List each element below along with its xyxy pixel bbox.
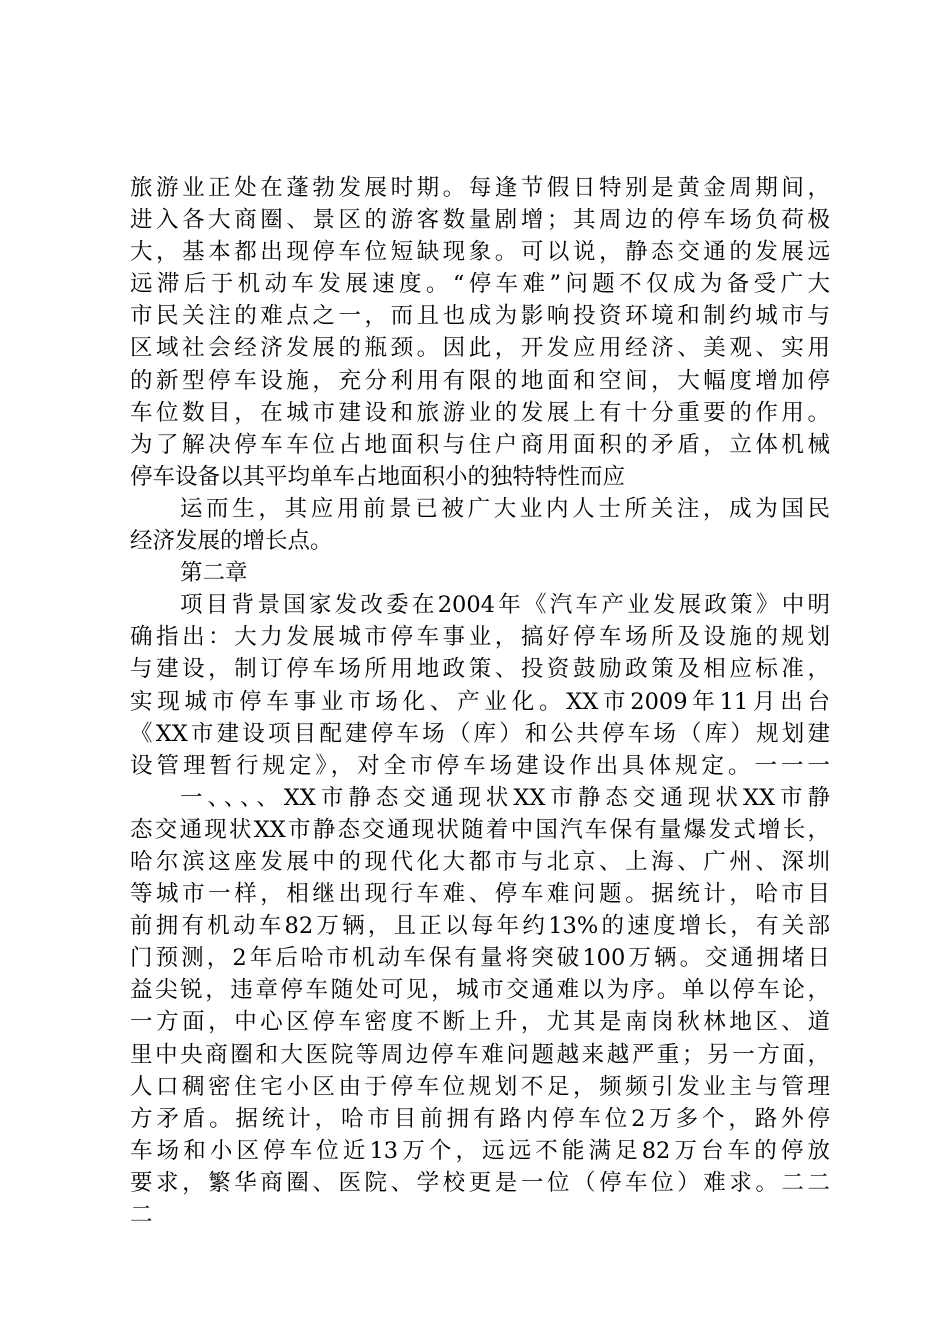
body-line: 实现城市停车事业市场化、产业化。XX市2009年11月出台	[130, 688, 830, 715]
body-line: 《XX市建设项目配建停车场（库）和公共停车场（库）规划建	[130, 720, 830, 747]
body-line: 旅游业正处在蓬勃发展时期。每逢节假日特别是黄金周期间，	[130, 175, 830, 201]
paragraph-first-line: 一、、、、XX市静态交通现状XX市静态交通现状XX市静	[180, 784, 830, 811]
body-line: 益尖锐，违章停车随处可见，城市交通难以为序。单以停车论，	[130, 977, 830, 1004]
chapter-heading: 第二章	[180, 560, 248, 587]
body-line: 态交通现状XX市静态交通现状随着中国汽车保有量爆发式增长，	[130, 816, 830, 843]
body-line: 进入各大商圈、景区的游客数量剧增；其周边的停车场负荷极	[130, 207, 830, 234]
body-line: 为了解决停车车位占地面积与住户商用面积的矛盾，立体机械	[130, 431, 830, 458]
body-line: 停车设备以其平均单车占地面积小的独特特性而应	[130, 463, 626, 490]
document-body	[130, 172, 830, 1231]
body-line: 等城市一样，相继出现行车难、停车难问题。据统计，哈市目	[130, 881, 830, 908]
paragraph-first-line: 运而生，其应用前景已被广大业内人士所关注，成为国民	[180, 495, 830, 522]
body-line: 与建设，制订停车场所用地政策、投资鼓励政策及相应标准，	[130, 656, 830, 683]
body-line: 里中央商圈和大医院等周边停车难问题越来越严重；另一方面，	[130, 1041, 830, 1068]
paragraph-first-line: 项目背景国家发改委在2004年《汽车产业发展政策》中明	[180, 592, 830, 619]
body-line: 二	[130, 1202, 153, 1228]
body-line: 要求，繁华商圈、医院、学校更是一位（停车位）难求。二二	[130, 1169, 830, 1196]
body-line: 哈尔滨这座发展中的现代化大都市与北京、上海、广州、深圳	[130, 848, 830, 875]
body-line: 设管理暂行规定》，对全市停车场建设作出具体规定。一一一	[130, 752, 830, 779]
body-line: 车场和小区停车位近13万个，远远不能满足82万台车的停放	[130, 1137, 830, 1164]
body-line: 的新型停车设施，充分利用有限的地面和空间，大幅度增加停	[130, 367, 830, 394]
body-line: 确指出：大力发展城市停车事业，搞好停车场所及设施的规划	[130, 624, 830, 651]
body-line: 前拥有机动车82万辆，且正以每年约13%的速度增长，有关部	[130, 913, 830, 940]
body-line: 门预测，2年后哈市机动车保有量将突破100万辆。交通拥堵日	[130, 945, 830, 972]
body-line: 方矛盾。据统计，哈市目前拥有路内停车位2万多个，路外停	[130, 1105, 830, 1132]
body-line: 区域社会经济发展的瓶颈。因此，开发应用经济、美观、实用	[130, 335, 830, 362]
body-line: 市民关注的难点之一，而且也成为影响投资环境和制约城市与	[130, 303, 830, 330]
body-line: 远滞后于机动车发展速度。“停车难”问题不仅成为备受广大	[130, 271, 830, 298]
body-line: 车位数目，在城市建设和旅游业的发展上有十分重要的作用。	[130, 399, 830, 426]
body-line: 经济发展的增长点。	[130, 528, 333, 555]
body-line: 大，基本都出现停车位短缺现象。可以说，静态交通的发展远	[130, 239, 830, 266]
body-line: 一方面，中心区停车密度不断上升，尤其是南岗秋林地区、道	[130, 1009, 830, 1036]
body-line: 人口稠密住宅小区由于停车位规划不足，频频引发业主与管理	[130, 1073, 830, 1100]
